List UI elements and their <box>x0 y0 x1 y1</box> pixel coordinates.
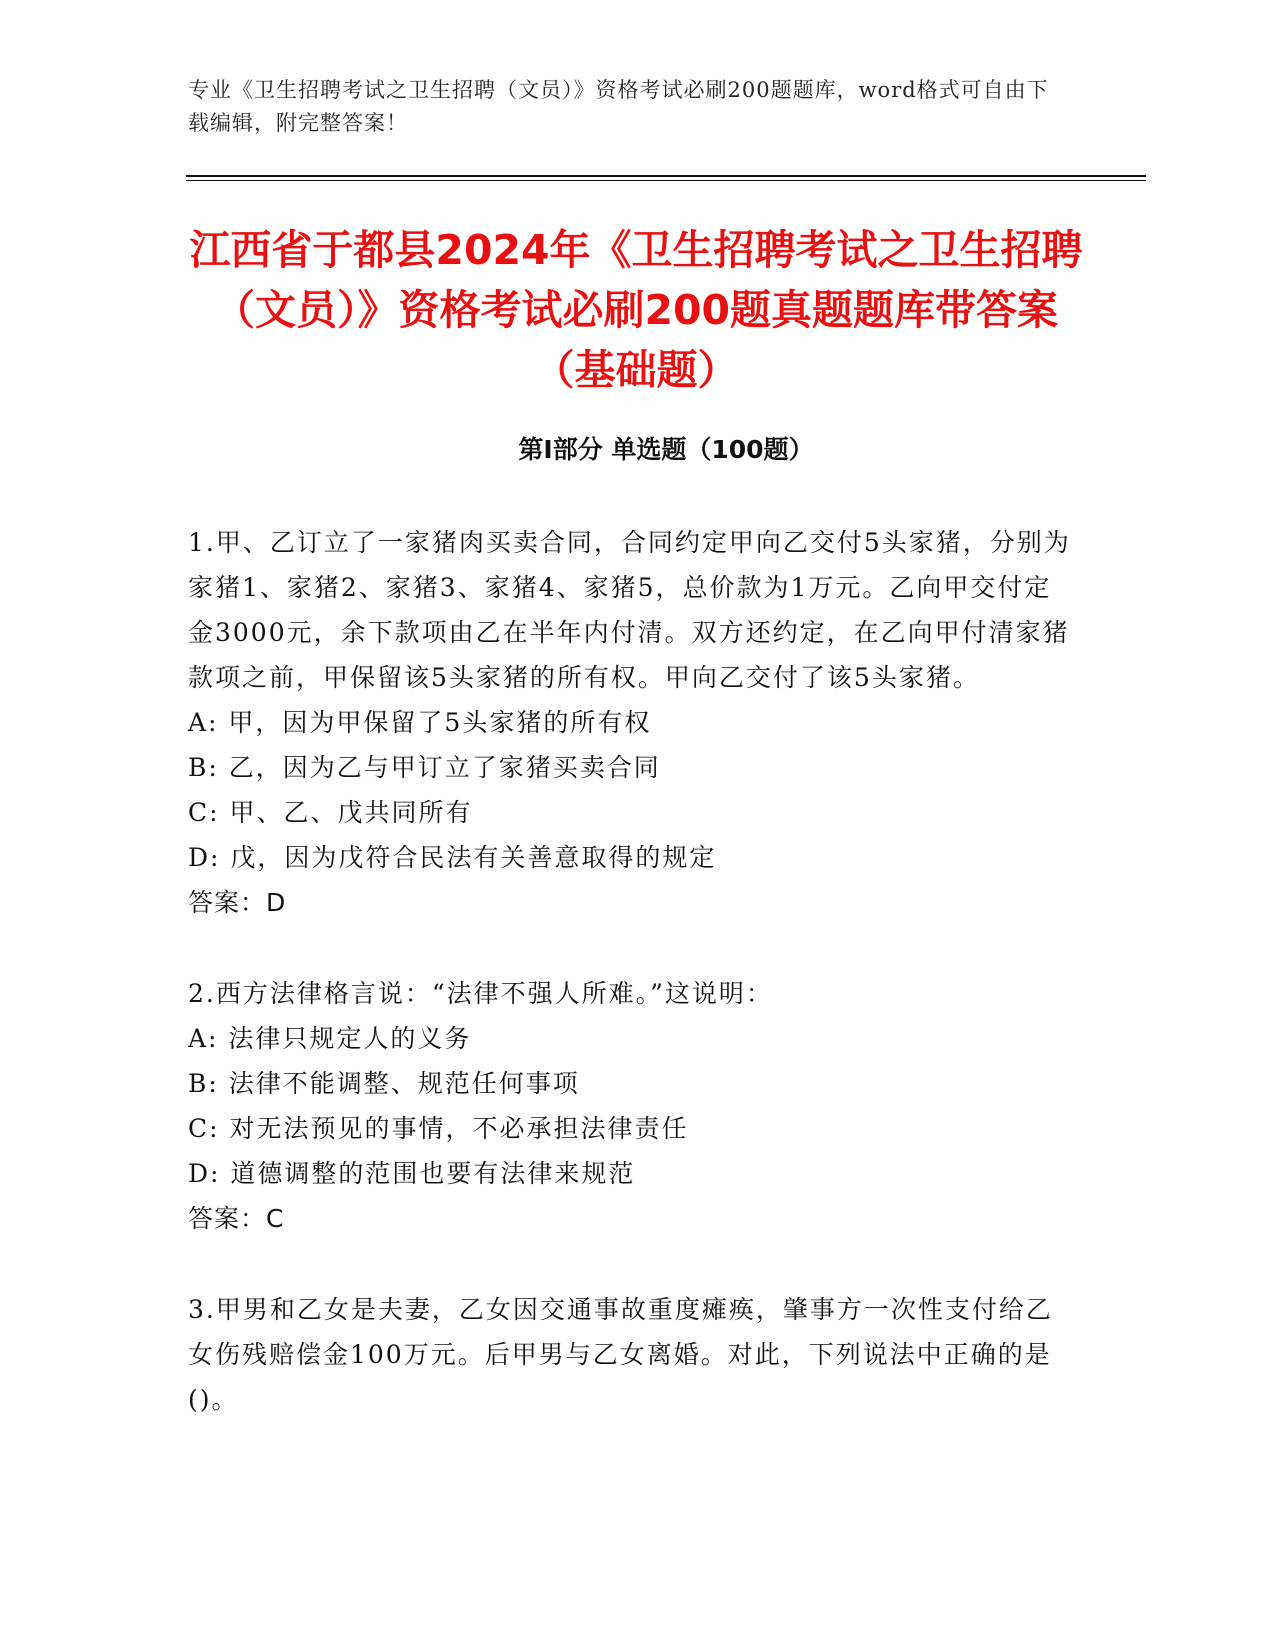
question-stem: 2.西方法律格言说：“法律不强人所难。”这说明： <box>188 979 773 1008</box>
option-a: A: 法律只规定人的义务 <box>188 1024 472 1053</box>
header-divider-thick <box>186 175 1146 177</box>
question-3 <box>188 1287 1078 1422</box>
header-divider-thin <box>186 180 1146 181</box>
option-d: D: 戊，因为戊符合民法有关善意取得的规定 <box>188 843 717 872</box>
option-d: D: 道德调整的范围也要有法律来规范 <box>188 1159 636 1188</box>
document-title: 江西省于都县2024年《卫生招聘考试之卫生招聘（文员）》资格考试必刷200题真题题库带答案（基础题） <box>189 226 1083 394</box>
header-note: 专业《卫生招聘考试之卫生招聘（文员）》资格考试必刷200题题库，word格式可自由下载编辑，附完整答案！ <box>188 78 1049 135</box>
option-c: C: 对无法预见的事情，不必承担法律责任 <box>188 1114 689 1143</box>
question-1 <box>188 520 1078 925</box>
question-list <box>188 520 1078 1468</box>
option-a: A: 甲，因为甲保留了5头家猪的所有权 <box>188 708 652 737</box>
answer-label: 答案：D <box>188 888 287 917</box>
answer-label: 答案：C <box>188 1204 285 1233</box>
question-2 <box>188 971 1078 1241</box>
question-stem: 3.甲男和乙女是夫妻，乙女因交通事故重度瘫痪，肇事方一次性支付给乙女伤残赔偿金100万元。后甲男与乙女离婚。对此，下列说法中正确的是()。 <box>188 1295 1053 1414</box>
option-b: B: 乙，因为乙与甲订立了家猪买卖合同 <box>188 753 661 782</box>
option-c: C: 甲、乙、戊共同所有 <box>188 798 473 827</box>
question-stem: 1.甲、乙订立了一家猪肉买卖合同，合同约定甲向乙交付5头家猪，分别为家猪1、家猪2、家猪3、家猪4、家猪5，总价款为1万元。乙向甲交付定金3000元，余下款项由乙在半年内付清。双方还约定，在乙向甲付清家猪款项之前，甲保留该5头家猪的所有权。甲向乙交付了该5头家猪。 <box>188 528 1071 692</box>
section-heading: 第Ⅰ部分 单选题（100题） <box>518 435 814 464</box>
option-b: B: 法律不能调整、规范任何事项 <box>188 1069 580 1098</box>
